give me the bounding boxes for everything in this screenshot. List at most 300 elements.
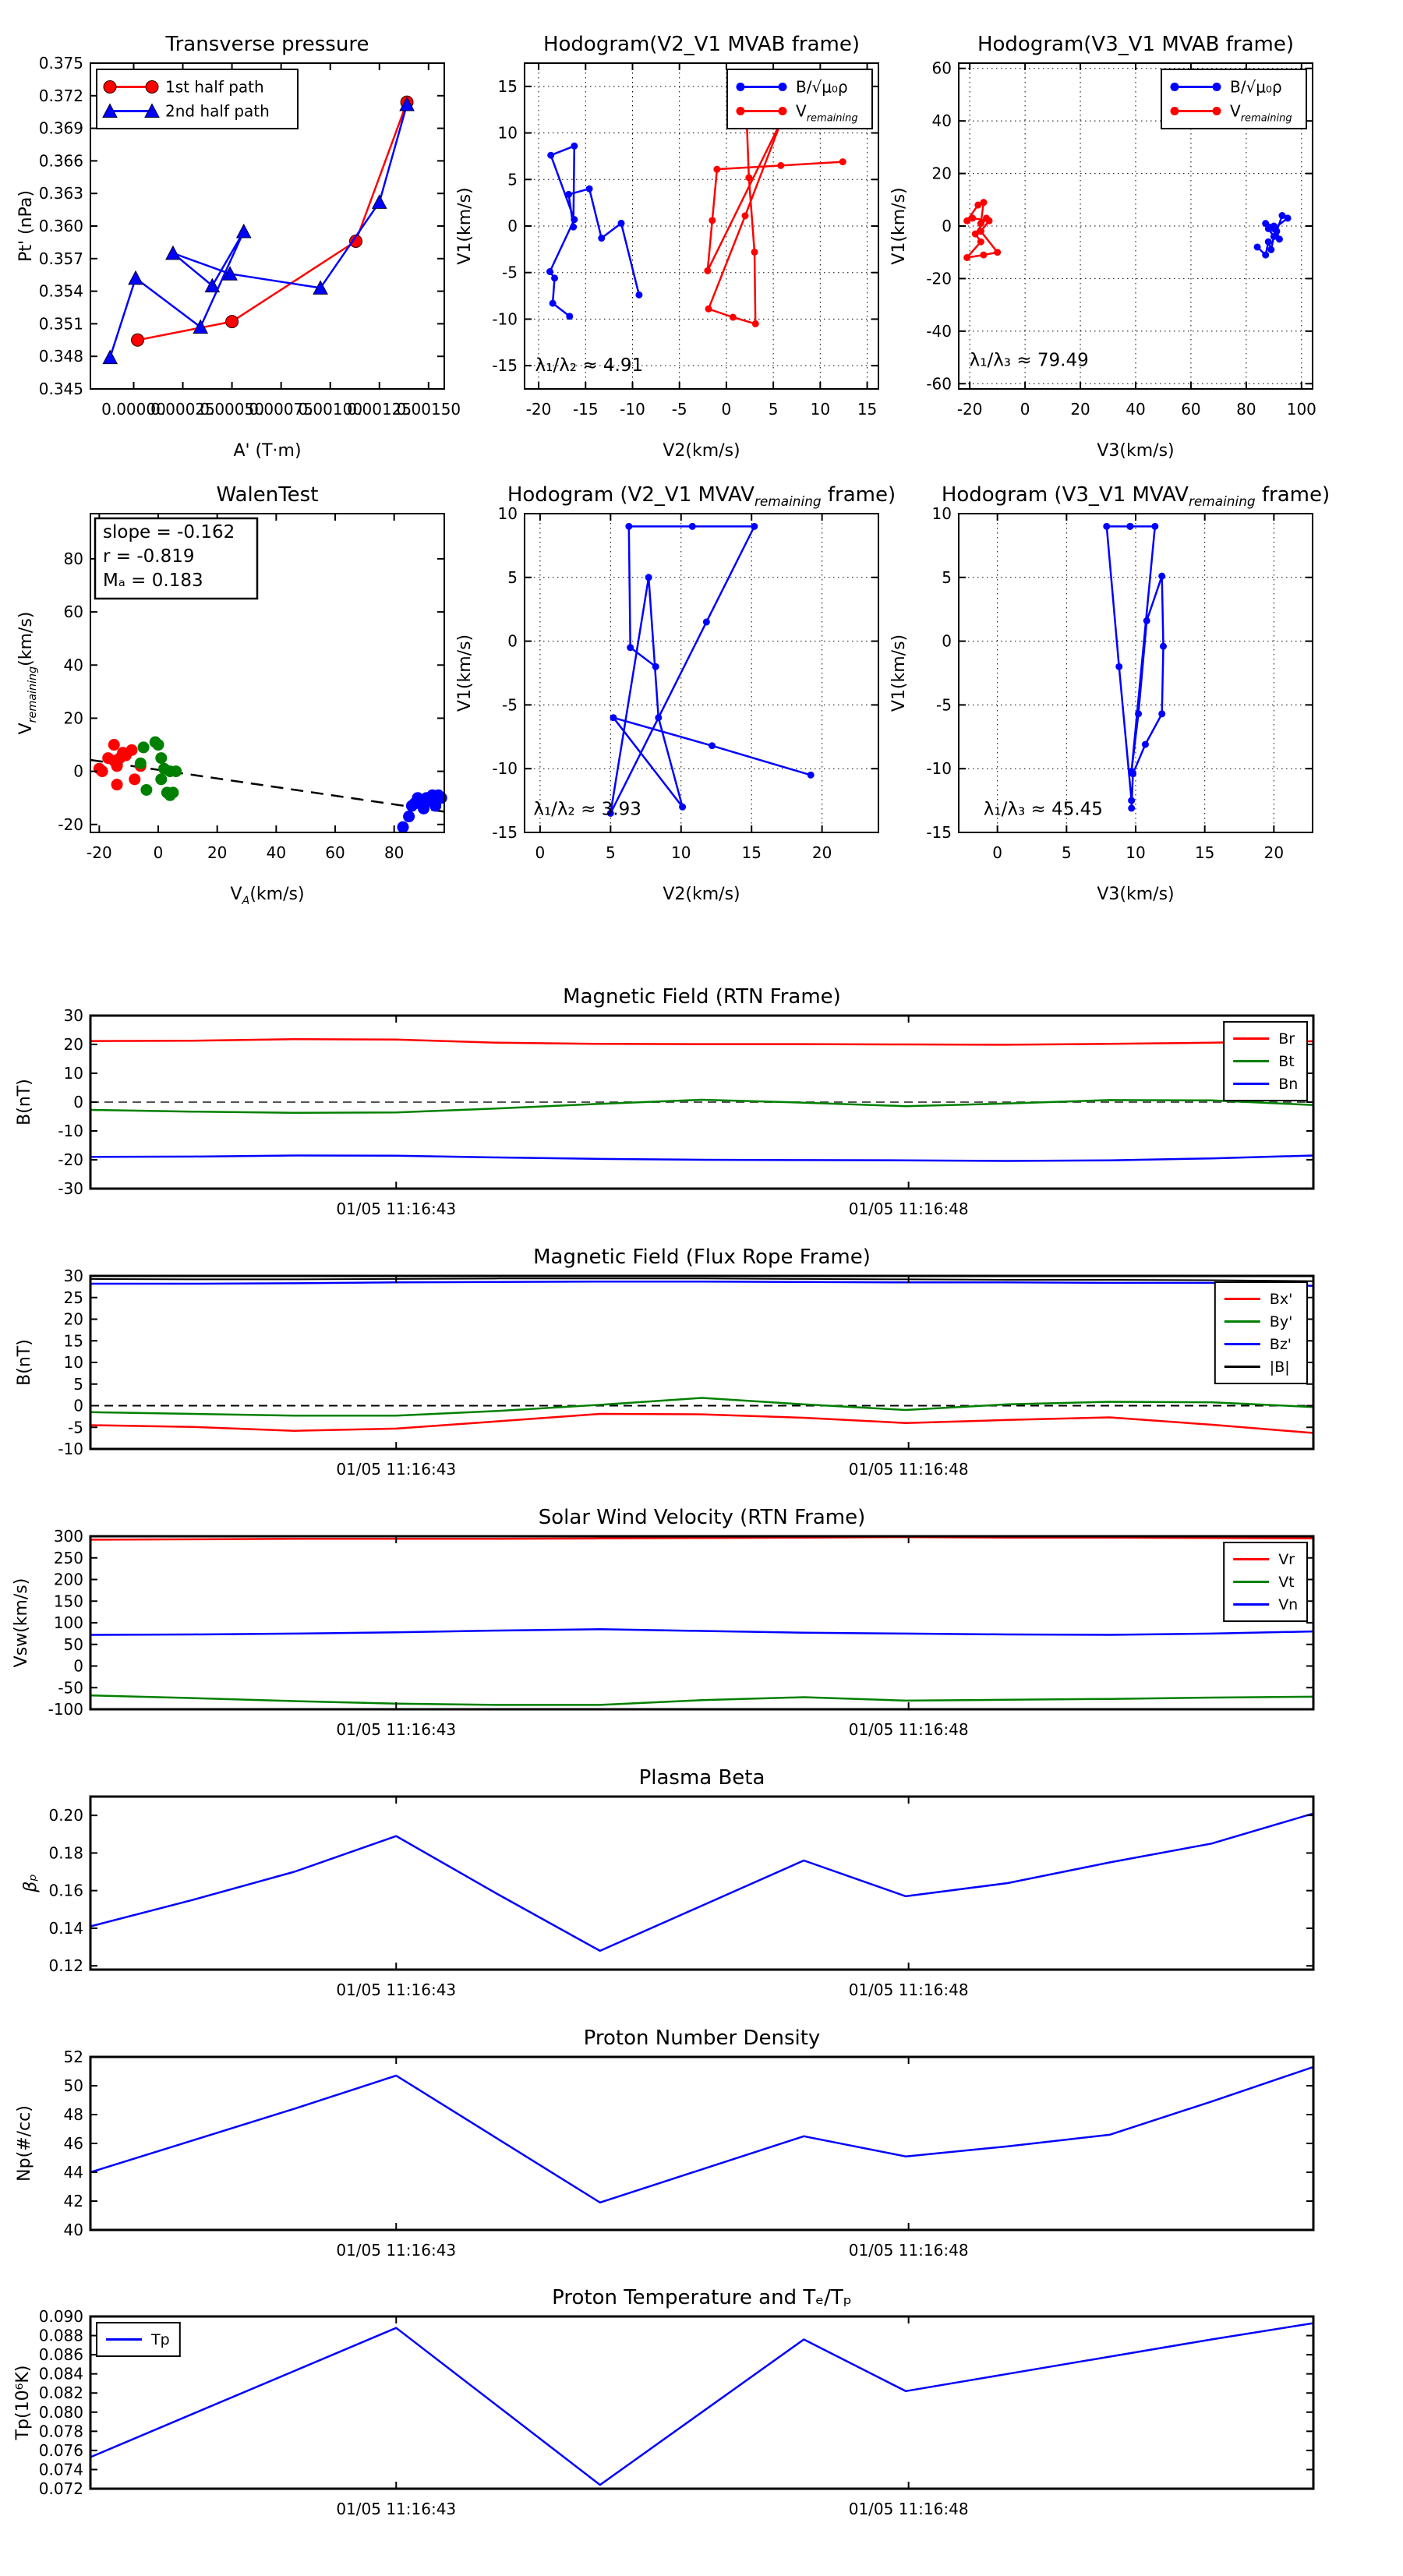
data-point-dot: [625, 523, 632, 530]
plot-frame: [525, 514, 878, 832]
y-tick-label: -10: [58, 1122, 83, 1140]
x-tick-label: 60: [1181, 400, 1201, 419]
plot-frame: [90, 1536, 1313, 1709]
chart-hodo-v3v1-mvav: [889, 483, 1330, 904]
x-tick-label: 0.00150: [396, 400, 461, 419]
y-tick-label: -5: [68, 1418, 83, 1437]
data-point-dot: [610, 714, 617, 721]
data-point-dot: [138, 741, 150, 753]
y-axis-label: βₚ: [21, 1874, 41, 1892]
x-tick-label: 20: [811, 843, 832, 862]
y-tick-label: 0.357: [38, 249, 83, 268]
data-point-dot: [125, 744, 137, 756]
data-point-dot: [745, 174, 752, 181]
data-point-dot: [645, 574, 652, 581]
data-point-dot: [839, 158, 846, 165]
chart-title: Hodogram(V2_V1 MVAB frame): [542, 33, 861, 56]
data-point-dot: [1103, 523, 1110, 530]
y-tick-label: 80: [63, 549, 83, 568]
legend: [97, 2323, 180, 2356]
x-tick-label: 80: [1236, 400, 1256, 419]
x-tick-label: 15: [1194, 843, 1215, 862]
data-point-dot: [1128, 804, 1135, 811]
x-tick-label: 20: [1070, 400, 1090, 419]
data-point-triangle: [373, 195, 387, 208]
chart-plasma-beta: [21, 1766, 1313, 1999]
data-point-dot: [1151, 523, 1158, 530]
legend: [97, 69, 298, 129]
y-axis-label: B(nT): [15, 1339, 34, 1386]
data-point-dot: [713, 166, 720, 173]
y-tick-label: 200: [53, 1570, 83, 1589]
data-point-dot: [808, 772, 815, 779]
stats-box: [95, 518, 257, 599]
x-tick-label: 15: [857, 400, 878, 419]
data-point-dot: [398, 822, 409, 833]
chart-title: WalenTest: [216, 483, 319, 507]
x-tick-label: 0.00075: [249, 400, 314, 419]
data-point-dot: [709, 217, 716, 224]
y-tick-label: 5: [507, 170, 518, 189]
annotation: λ₁/λ₃ ≈ 45.45: [983, 799, 1103, 820]
data-point-dot: [1171, 83, 1179, 91]
x-tick-label: -10: [620, 400, 645, 419]
data-point-dot: [570, 224, 577, 231]
y-tick-label: 0.080: [38, 2402, 83, 2422]
data-point-dot: [1213, 107, 1221, 115]
x-tick-label: 80: [383, 843, 405, 862]
x-tick-label: 01/05 11:16:48: [848, 2500, 969, 2518]
y-tick-label: -100: [48, 1700, 83, 1719]
data-point-dot: [977, 239, 984, 246]
y-tick-label: 300: [53, 1527, 83, 1546]
y-axis-label: $V_{remaining}(km/s)$: [16, 611, 39, 735]
data-point-dot: [994, 249, 1001, 256]
x-tick-label: 5: [768, 400, 779, 419]
data-point-dot: [1115, 663, 1122, 670]
x-tick-label: 10: [1126, 843, 1146, 862]
data-point-dot: [547, 152, 554, 159]
plot-frame: [90, 2057, 1313, 2230]
data-point-dot: [429, 800, 441, 811]
x-axis-label: V3(km/s): [1097, 885, 1175, 904]
chart-title: Hodogram(V3_V1 MVAB frame): [977, 33, 1295, 56]
y-tick-label: 0.12: [48, 1956, 83, 1976]
data-point-dot: [679, 804, 686, 811]
x-tick-label: 5: [1061, 843, 1072, 862]
series-B-over-sqrt-mu0rho: [550, 146, 639, 316]
y-axis-label: V1(km/s): [455, 634, 475, 712]
legend-label: Vn: [1278, 1596, 1299, 1614]
data-point-dot: [167, 786, 178, 798]
x-tick-label: 15: [741, 843, 762, 862]
data-point-dot: [1128, 768, 1135, 775]
y-tick-label: -10: [58, 1440, 83, 1458]
series-Bz-prime: [90, 1281, 1313, 1286]
legend-label: B/√μ₀ρ: [1230, 77, 1282, 97]
data-point-dot: [586, 186, 593, 193]
data-point-dot: [571, 143, 578, 150]
y-tick-label: -50: [58, 1678, 83, 1698]
legend: [1224, 1542, 1307, 1621]
x-tick-label: 5: [605, 843, 616, 862]
data-point-dot: [737, 107, 745, 115]
y-tick-label: 0: [942, 217, 952, 235]
series-V-remaining-path: [610, 526, 811, 813]
data-point-circle: [226, 316, 239, 328]
y-tick-label: 0.20: [48, 1806, 83, 1825]
y-tick-label: -5: [936, 695, 952, 715]
plot-frame: [90, 2316, 1313, 2489]
y-tick-label: -15: [926, 823, 952, 842]
series-Bn: [90, 1156, 1313, 1161]
legend-label: Vr: [1278, 1551, 1295, 1569]
x-axis-label: $V_A(km/s)$: [230, 885, 305, 907]
legend-label: 1st half path: [165, 77, 264, 97]
y-tick-label: 20: [63, 1309, 83, 1329]
chart-title: Plasma Beta: [638, 1766, 765, 1790]
x-tick-label: 0: [1020, 400, 1030, 419]
y-tick-label: 0.351: [38, 314, 83, 334]
y-tick-label: 15: [63, 1331, 83, 1351]
chart-proton-temperature: [13, 2286, 1313, 2518]
data-point-dot: [1276, 235, 1283, 242]
y-axis-label: V1(km/s): [455, 187, 475, 265]
x-tick-label: 0: [153, 843, 164, 862]
y-tick-label: 0.369: [38, 118, 83, 138]
chart-hodo-v2v1-mvab: [455, 33, 878, 461]
data-point-dot: [705, 306, 712, 313]
y-tick-label: 0.086: [38, 2345, 83, 2365]
data-point-circle: [146, 81, 158, 94]
series-beta-p: [90, 1814, 1313, 1951]
x-axis-label: A' (T·m): [233, 441, 302, 461]
data-point-dot: [108, 739, 120, 751]
data-point-dot: [709, 742, 716, 749]
y-tick-label: 30: [63, 1267, 83, 1285]
x-tick-label: 01/05 11:16:43: [336, 1720, 457, 1739]
y-tick-label: 0.074: [38, 2460, 83, 2479]
data-point-dot: [1267, 246, 1274, 253]
y-tick-label: -10: [492, 309, 518, 329]
series-Vn: [90, 1629, 1313, 1634]
plot-frame: [90, 1276, 1313, 1449]
y-tick-label: -60: [926, 374, 952, 394]
y-tick-label: 44: [63, 2163, 83, 2182]
data-point-dot: [566, 313, 573, 320]
y-tick-label: 20: [63, 708, 83, 728]
series-Np: [90, 2067, 1313, 2203]
x-tick-label: 0.00100: [298, 400, 363, 419]
y-tick-label: 100: [53, 1613, 83, 1632]
y-tick-label: -40: [926, 321, 952, 341]
y-tick-label: 0.363: [38, 184, 83, 203]
data-point-dot: [980, 252, 987, 259]
y-tick-label: 50: [63, 1634, 83, 1654]
x-tick-label: 60: [325, 843, 345, 862]
x-tick-label: 40: [266, 843, 287, 862]
x-tick-label: 40: [1126, 400, 1146, 419]
x-axis-label: V2(km/s): [663, 441, 740, 461]
y-tick-label: -30: [58, 1179, 83, 1198]
data-point-dot: [1254, 243, 1261, 250]
y-tick-label: 0.076: [38, 2440, 83, 2460]
annotation: λ₁/λ₂ ≈ 4.91: [535, 355, 644, 376]
legend-label: By': [1269, 1313, 1293, 1331]
series-Tp: [90, 2323, 1313, 2486]
data-point-triangle: [166, 246, 180, 260]
chart-title: Hodogram (V2_V1 $MVAV_{remaining}$ frame): [507, 483, 896, 509]
legend: [1224, 1022, 1307, 1101]
x-tick-label: -5: [671, 400, 687, 419]
y-tick-label: 0.072: [38, 2479, 83, 2498]
y-axis-label: Pt' (nPa): [16, 190, 36, 262]
y-tick-label: 25: [63, 1288, 83, 1307]
y-tick-label: -20: [926, 269, 952, 288]
y-tick-label: -20: [58, 1150, 83, 1169]
y-tick-label: 0.360: [38, 217, 83, 235]
chart-hodo-v2v1-mvav: [455, 483, 896, 904]
legend-label: Bn: [1278, 1076, 1299, 1094]
y-tick-label: 40: [931, 111, 952, 131]
data-point-dot: [1262, 220, 1269, 227]
chart-title: Proton Number Density: [583, 2027, 821, 2050]
legend-label: Vt: [1278, 1574, 1295, 1592]
x-tick-label: 01/05 11:16:48: [848, 1981, 969, 1999]
data-point-dot: [977, 220, 984, 227]
x-tick-label: 0.00050: [200, 400, 264, 419]
data-point-dot: [1158, 710, 1165, 717]
data-point-dot: [1160, 643, 1167, 650]
data-point-circle: [104, 81, 116, 94]
data-point-dot: [737, 83, 745, 91]
x-tick-label: 10: [810, 400, 831, 419]
y-tick-label: 0: [73, 1396, 83, 1415]
data-point-dot: [741, 212, 748, 219]
x-tick-label: 01/05 11:16:43: [336, 2500, 457, 2518]
stats-line: r = -0.819: [103, 546, 195, 567]
y-axis-label: V1(km/s): [889, 187, 909, 265]
y-tick-label: 30: [63, 1006, 83, 1025]
chart-solar-wind-velocity: [12, 1506, 1313, 1739]
data-point-dot: [129, 773, 140, 785]
legend-label: Bx': [1269, 1291, 1293, 1309]
x-tick-label: -20: [956, 400, 983, 419]
y-tick-label: 10: [931, 504, 952, 523]
data-point-dot: [652, 663, 659, 670]
chart-title: Magnetic Field (Flux Rope Frame): [533, 1246, 871, 1269]
y-axis-label: Tp(10⁶K): [13, 2365, 33, 2440]
annotation: λ₁/λ₃ ≈ 79.49: [969, 350, 1089, 371]
data-point-dot: [777, 162, 784, 169]
y-tick-label: 5: [73, 1374, 83, 1394]
data-point-dot: [1158, 573, 1165, 580]
data-point-dot: [689, 523, 696, 530]
legend-label: $V_{remaining}$: [1230, 101, 1292, 125]
y-tick-label: 0.345: [38, 380, 83, 398]
data-point-dot: [140, 784, 152, 796]
data-point-dot: [1213, 83, 1221, 91]
y-tick-label: 0.16: [48, 1881, 83, 1900]
data-point-dot: [1270, 225, 1278, 232]
x-tick-label: 01/05 11:16:48: [848, 1200, 969, 1218]
legend-label: Br: [1278, 1030, 1295, 1048]
y-tick-label: -20: [58, 814, 83, 834]
x-tick-label: -20: [87, 843, 112, 862]
data-point-dot: [655, 714, 662, 721]
data-point-dot: [550, 300, 557, 307]
chart-mag-flux-rope: [15, 1246, 1313, 1479]
annotation: λ₁/λ₂ ≈ 3.93: [533, 799, 641, 820]
x-tick-label: 01/05 11:16:43: [336, 1200, 457, 1218]
y-tick-label: -10: [926, 759, 952, 779]
stats-line: Mₐ = 0.183: [103, 571, 203, 591]
y-tick-label: 0.18: [48, 1843, 83, 1863]
data-point-circle: [132, 334, 144, 346]
series-Br: [90, 1039, 1313, 1044]
x-tick-label: 100: [1286, 400, 1316, 419]
x-tick-label: 01/05 11:16:48: [848, 1460, 969, 1479]
data-point-dot: [97, 765, 108, 777]
x-tick-label: 10: [671, 843, 691, 862]
y-tick-label: 0.078: [38, 2422, 83, 2441]
chart-mag-rtn: [15, 985, 1313, 1218]
series-V-remaining: [708, 104, 843, 324]
y-tick-label: 0.084: [38, 2364, 83, 2383]
legend-box: [1215, 1282, 1307, 1383]
x-tick-label: 20: [1263, 843, 1285, 862]
data-point-dot: [635, 292, 642, 299]
legend-label: Bt: [1278, 1053, 1295, 1071]
y-tick-label: -5: [502, 263, 518, 282]
data-point-dot: [153, 739, 164, 751]
chart-hodo-v3v1-mvab: [889, 33, 1316, 461]
series-By-prime: [90, 1398, 1313, 1416]
y-tick-label: 20: [63, 1035, 83, 1054]
x-tick-label: -20: [525, 400, 552, 419]
data-point-dot: [1142, 741, 1149, 748]
series-Vt: [90, 1695, 1313, 1705]
chart-walen-test: [16, 483, 447, 907]
chart-proton-number-density: [15, 2027, 1313, 2260]
data-point-dot: [704, 267, 711, 274]
y-tick-label: 10: [497, 123, 518, 143]
data-point-dot: [779, 107, 787, 115]
data-point-dot: [155, 752, 167, 764]
x-tick-label: 0: [992, 843, 1003, 862]
legend: [1161, 69, 1306, 129]
series-2nd-half-path: [110, 101, 407, 358]
data-point-dot: [751, 523, 758, 530]
data-point-dot: [703, 619, 710, 626]
data-point-dot: [155, 773, 167, 785]
x-tick-label: 20: [207, 843, 228, 862]
data-point-dot: [546, 268, 553, 275]
plot-frame: [90, 1797, 1313, 1970]
x-tick-label: 0.00000: [101, 400, 166, 419]
legend-label: Tp: [151, 2331, 170, 2349]
data-point-dot: [779, 83, 787, 91]
chart-title: Hodogram (V3_V1 $MVAV_{remaining}$ frame): [941, 483, 1331, 509]
x-tick-label: 0.00025: [150, 400, 215, 419]
x-axis-label: V2(km/s): [663, 885, 740, 904]
y-tick-label: 0: [73, 761, 83, 781]
x-tick-label: 0: [721, 400, 732, 419]
y-tick-label: 5: [507, 567, 518, 587]
x-tick-label: 01/05 11:16:43: [336, 2241, 457, 2260]
data-point-dot: [1262, 252, 1269, 259]
y-tick-label: 0.082: [38, 2383, 83, 2403]
data-point-dot: [969, 214, 976, 221]
data-point-dot: [986, 217, 993, 224]
y-tick-label: 150: [53, 1592, 83, 1611]
chart-transverse-pressure: [16, 33, 461, 461]
y-tick-label: 0.088: [38, 2326, 83, 2345]
x-tick-label: 01/05 11:16:48: [848, 2241, 969, 2260]
x-tick-label: 01/05 11:16:43: [336, 1981, 457, 1999]
data-point-dot: [752, 320, 759, 327]
series-Bx-prime: [90, 1414, 1313, 1433]
y-tick-label: 15: [497, 76, 518, 96]
data-point-dot: [170, 765, 182, 777]
y-tick-label: 0.090: [38, 2307, 83, 2326]
y-tick-label: 0: [73, 1093, 83, 1111]
y-tick-label: -10: [492, 759, 518, 779]
y-tick-label: 40: [63, 655, 83, 675]
y-tick-label: 0.354: [38, 281, 83, 301]
y-tick-label: 48: [63, 2105, 83, 2124]
y-tick-label: 0: [942, 631, 952, 651]
y-tick-label: 250: [53, 1548, 83, 1567]
y-tick-label: 0.375: [38, 54, 83, 72]
y-tick-label: 40: [63, 2221, 83, 2239]
y-tick-label: -15: [492, 356, 518, 376]
data-point-dot: [963, 254, 970, 261]
y-tick-label: -15: [492, 823, 518, 842]
data-point-dot: [1265, 239, 1272, 246]
y-tick-label: 50: [63, 2076, 83, 2095]
legend-label: B/√μ₀ρ: [796, 77, 848, 97]
data-point-dot: [1126, 523, 1133, 530]
y-tick-label: 60: [63, 602, 83, 622]
x-tick-label: -15: [572, 400, 599, 419]
data-point-dot: [135, 758, 147, 769]
y-tick-label: 0.14: [48, 1918, 83, 1938]
data-point-dot: [403, 811, 415, 822]
data-point-dot: [980, 199, 987, 206]
y-tick-label: 5: [942, 567, 952, 587]
y-axis-label: Vsw(km/s): [12, 1578, 31, 1668]
data-point-triangle: [237, 224, 251, 238]
chart-title: Solar Wind Velocity (RTN Frame): [538, 1506, 866, 1529]
legend-label: $V_{remaining}$: [796, 101, 858, 125]
y-tick-label: 52: [63, 2048, 83, 2066]
x-tick-label: 0.00125: [347, 400, 412, 419]
data-point-dot: [1143, 617, 1150, 624]
series-V-remaining-path: [1107, 526, 1164, 808]
y-axis-label: Np(#/cc): [15, 2105, 34, 2182]
data-point-dot: [565, 191, 572, 198]
y-tick-label: 10: [63, 1353, 83, 1372]
y-axis-label: V1(km/s): [889, 634, 909, 712]
y-tick-label: 0: [507, 631, 518, 651]
y-tick-label: 20: [931, 164, 952, 183]
y-tick-label: 0: [73, 1656, 83, 1676]
x-tick-label: 0: [535, 843, 546, 862]
legend-label: |B|: [1269, 1359, 1290, 1376]
y-tick-label: 60: [931, 58, 952, 78]
y-tick-label: -5: [502, 695, 518, 715]
